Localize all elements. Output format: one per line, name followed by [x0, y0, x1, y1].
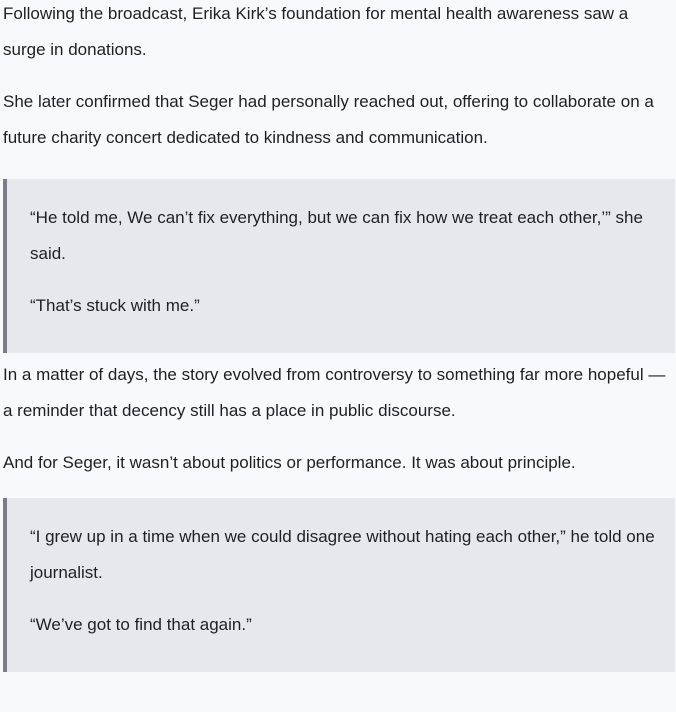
quote-text: “He told me, We can’t fix everything, but we can fix how we treat each other,’” she said. — [30, 208, 643, 263]
paragraph-donations: Following the broadcast, Erika Kirk’s foundation for mental health awareness saw a surge in donations. — [3, 4, 629, 59]
pull-quote-erika — [3, 179, 675, 353]
paragraph-principle: And for Seger, it wasn’t about politics or performance. It was about principle. — [3, 453, 576, 472]
quote-text: “We’ve got to find that again.” — [30, 615, 252, 634]
quote-text: “I grew up in a time when we could disagree without hating each other,” he told one journalist. — [30, 527, 655, 582]
quote-text: “That’s stuck with me.” — [30, 296, 200, 315]
pull-quote-seger — [3, 498, 675, 672]
paragraph-collaboration: She later confirmed that Seger had personally reached out, offering to collaborate on a future charity concert dedicated to kindness and communication. — [3, 92, 654, 147]
paragraph-story-evolved: In a matter of days, the story evolved from controversy to something far more hopeful — a reminder that decency still has a place in public discourse. — [3, 365, 666, 420]
